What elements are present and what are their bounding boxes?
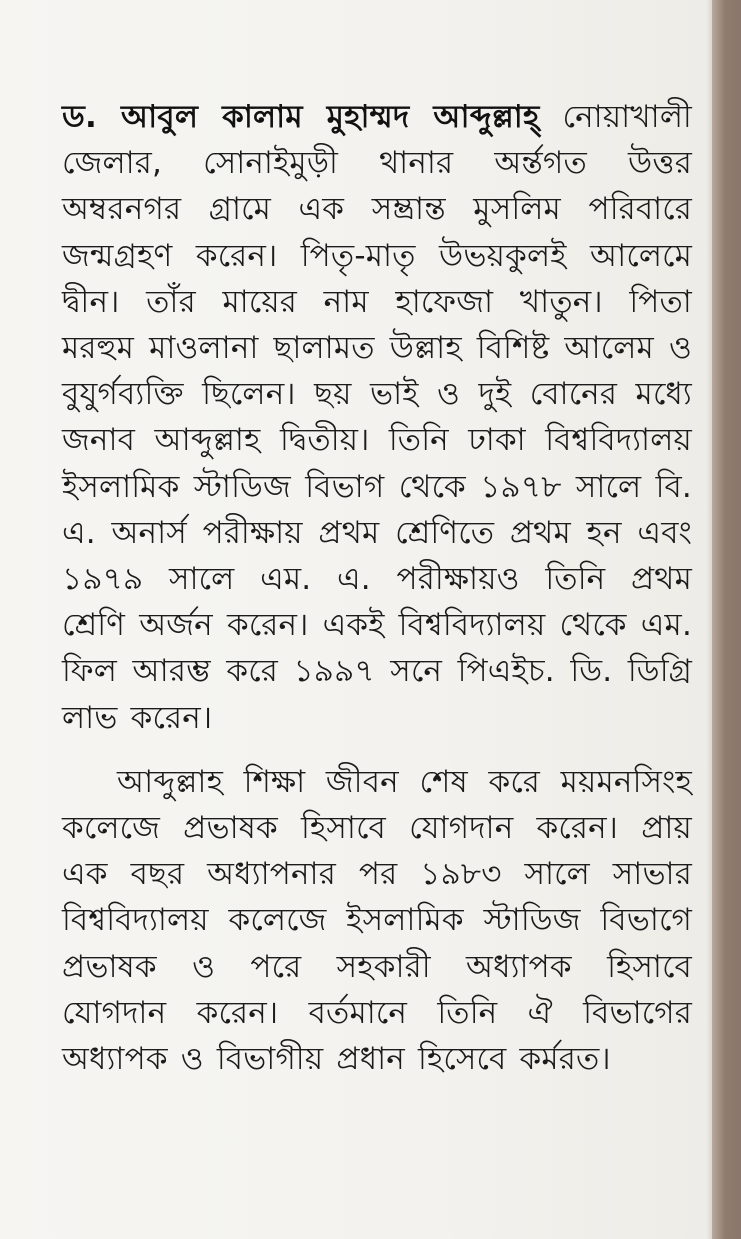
biography-paragraph-1: [62, 94, 692, 741]
book-spine-edge: [712, 0, 741, 1239]
author-biography: [62, 94, 692, 1082]
biography-paragraph-2: আব্দুল্লাহ শিক্ষা জীবন শেষ করে ময়মনসিংহ কলেজে প্রভাষক হিসাবে যোগদান করেন। প্রায় এক বছর অধ্যাপনার পর ১৯৮৩ সালে সাভার বিশ্ববিদ্যালয় কলেজে ইসলামিক স্টাডিজ বিভাগে প্রভাষক ও পরে সহকারী অধ্যাপক হিসাবে যোগদান করেন। বর্তমানে তিনি ঐ বিভাগের অধ্যাপক ও বিভাগীয় প্রধান হিসেবে কর্মরত।: [62, 763, 692, 1078]
biography-paragraph-1-text: নোয়াখালী জেলার, সোনাইমুড়ী থানার অর্ন্তগত উত্তর অম্বরনগর গ্রামে এক সম্ভ্রান্ত মুসলিম পরিবারে জন্মগ্রহণ করেন। পিতৃ-মাতৃ উভয়কুলই আলেমে দ্বীন। তাঁর মায়ের নাম হাফেজা খাতুন। পিতা মরহুম মাওলানা ছালামত উল্লাহ বিশিষ্ট আলেম ও বুযুর্গব্যক্তি ছিলেন। ছয় ভাই ও দুই বোনের মধ্যে জনাব আব্দুল্লাহ দ্বিতীয়। তিনি ঢাকা বিশ্ববিদ্যালয় ইসলামিক স্টাডিজ বিভাগ থেকে ১৯৭৮ সালে বি. এ. অনার্স পরীক্ষায় প্রথম শ্রেণিতে প্রথম হন এবং ১৯৭৯ সালে এম. এ. পরীক্ষায়ও তিনি প্রথম শ্রেণি অর্জন করেন। একই বিশ্ববিদ্যালয় থেকে এম. ফিল আরম্ভ করে ১৯৯৭ সনে পিএইচ. ডি. ডিগ্রি লাভ করেন।: [62, 99, 692, 736]
author-name: ড. আবুল কালাম মুহাম্মদ আব্দুল্লাহ্: [62, 99, 540, 135]
